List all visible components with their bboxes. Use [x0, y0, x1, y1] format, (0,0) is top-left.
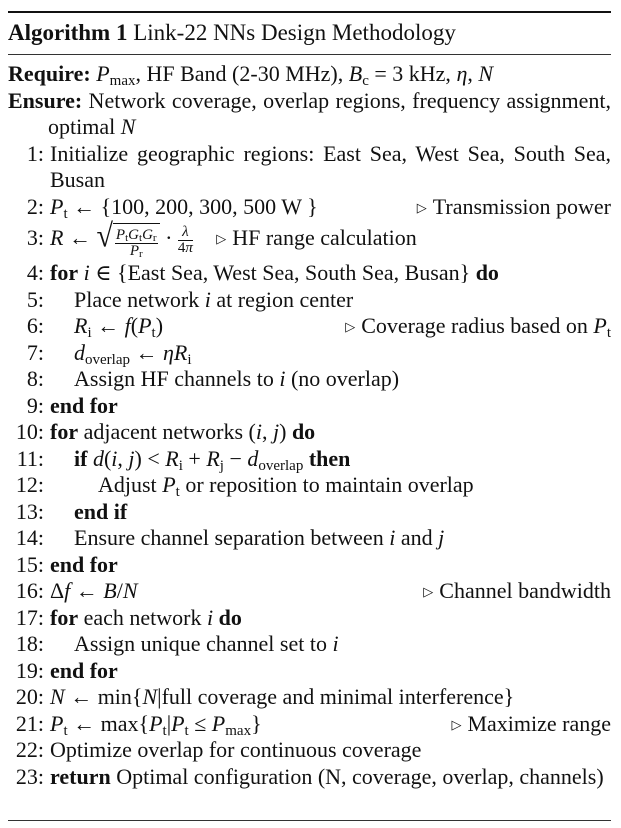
line-number: 15: [15, 551, 44, 577]
subscript: t [151, 325, 156, 341]
algorithm-line [8, 141, 611, 194]
text: + [182, 445, 207, 471]
algorithm-line [8, 313, 611, 340]
radicand [113, 223, 160, 260]
text: ← max{ [67, 710, 150, 736]
math-symbol: P [50, 710, 64, 736]
subscript: max [225, 722, 252, 739]
algorithm-line [8, 684, 611, 711]
keyword: do [291, 419, 316, 444]
line-number: 9: [26, 392, 44, 418]
text: Ensure channel separation between [74, 525, 390, 550]
subscript: overlap [258, 457, 304, 474]
line-content [50, 711, 611, 738]
math-symbol: N [478, 61, 494, 86]
math-symbol: i [255, 419, 262, 444]
line-number: 12: [15, 472, 44, 497]
numerator [178, 225, 193, 241]
algorithm-line [8, 287, 611, 314]
algorithm-line [8, 194, 611, 221]
math-symbol: f [124, 313, 131, 338]
algorithm-line [8, 737, 611, 764]
math-symbol: i [111, 445, 118, 471]
text: ∈ {East Sea, West Sea, South Sea, Busan} [89, 260, 476, 285]
algorithm-line [8, 446, 611, 473]
algorithm-line [8, 61, 611, 88]
math-symbol: P [149, 710, 163, 736]
text: ( [103, 445, 112, 471]
line-number: 22: [15, 737, 44, 762]
math-symbol: f [64, 578, 71, 603]
math-symbol: P [50, 193, 64, 219]
text: Optimize overlap for continuous coverage [50, 737, 422, 762]
text: ← min{ [64, 684, 143, 709]
text: ← [129, 339, 163, 365]
comment-triangle-icon: ▷ [423, 584, 434, 599]
subscript: t [125, 232, 129, 245]
text: ← [91, 313, 125, 338]
line-content [50, 446, 611, 473]
text: HF range calculation [232, 225, 417, 250]
math-symbol: d [74, 339, 85, 365]
square-root [96, 220, 159, 260]
text: ← [70, 578, 104, 603]
math-symbol: P [115, 227, 126, 244]
fraction [178, 225, 193, 256]
line-content [50, 220, 611, 260]
text: and [395, 525, 439, 550]
math-symbol: R [165, 445, 179, 471]
algorithm-line [8, 499, 611, 526]
line-content [50, 525, 611, 552]
keyword: end if [74, 498, 128, 524]
subscript: t [184, 722, 189, 739]
algorithm-line [8, 260, 611, 287]
keyword: for [50, 260, 79, 285]
keyword: end for [50, 657, 118, 683]
math-symbol: R [74, 313, 88, 338]
line-number: 4: [26, 260, 44, 285]
algorithm-line [8, 366, 611, 393]
text: − [223, 445, 248, 471]
subscript: i [87, 325, 92, 341]
keyword: do [218, 604, 242, 630]
line-content [50, 605, 611, 632]
line-comment [423, 578, 611, 608]
line-content [50, 658, 611, 685]
line-number: 1: [26, 140, 44, 166]
math-symbol: i [389, 525, 396, 550]
keyword: then [308, 445, 351, 471]
math-symbol: i [279, 366, 286, 391]
subscript: max [109, 73, 136, 89]
algorithm-line [8, 525, 611, 552]
text: 4 [177, 239, 186, 256]
line-content [50, 472, 611, 499]
comment-triangle-icon: ▷ [451, 716, 462, 732]
text: Initialize geographic regions: East Sea, West Sea, South Sea, Busan [50, 140, 611, 192]
line-content [50, 552, 611, 579]
subscript: t [63, 205, 68, 222]
line-number: 10: [15, 419, 44, 444]
algorithm-line [8, 340, 611, 367]
math-symbol: P [593, 313, 607, 338]
keyword: if [74, 445, 88, 471]
math-symbol: i [332, 631, 339, 656]
math-symbol: P [162, 472, 176, 497]
keyword: for [50, 419, 79, 444]
denominator [178, 241, 193, 256]
text: | [166, 710, 172, 736]
math-symbol: R [50, 225, 64, 251]
math-symbol: P [96, 61, 110, 86]
math-symbol: G [142, 227, 153, 244]
math-symbol: B [103, 578, 117, 603]
line-content [50, 287, 611, 314]
numerator [115, 228, 158, 244]
text: = 3 kHz, [368, 61, 457, 86]
line-number: 7: [26, 339, 44, 365]
line-content [8, 61, 611, 88]
line-number: 19: [15, 657, 44, 683]
algorithm-line [8, 764, 611, 791]
line-content [50, 393, 611, 420]
math-symbol: λ [182, 223, 189, 240]
line-comment [216, 220, 417, 259]
math-symbol: ηR [162, 339, 188, 365]
text: at region center [210, 286, 354, 312]
text: Coverage radius based on [361, 313, 594, 338]
math-symbol: P [171, 710, 185, 736]
line-content [8, 88, 611, 141]
line-content [50, 684, 611, 711]
text: Place network [74, 286, 205, 312]
text: } [251, 710, 262, 736]
line-number: 17: [15, 604, 44, 630]
algorithm-line [8, 711, 611, 738]
line-number: 18: [15, 631, 44, 656]
algorithm-title [8, 13, 611, 54]
keyword: Ensure: [8, 87, 83, 113]
text: ← [63, 225, 97, 251]
math-symbol: P [129, 243, 139, 260]
text: · [159, 225, 178, 251]
text: ( [130, 313, 139, 338]
line-content [50, 313, 611, 340]
subscript: c [362, 73, 369, 89]
subscript: t [139, 232, 143, 245]
subscript: r [139, 248, 143, 261]
algorithm-label: Algorithm 1 [8, 20, 128, 45]
line-content [50, 499, 611, 526]
text: each network [78, 604, 207, 630]
line-number: 5: [26, 286, 44, 312]
text: (no overlap) [285, 366, 400, 391]
line-content [50, 419, 611, 446]
text: / [116, 578, 123, 603]
algorithm-line [8, 472, 611, 499]
text: Optimal configuration (N, coverage, overlap, channels) [110, 763, 604, 789]
subscript: overlap [85, 351, 130, 368]
comment-triangle-icon: ▷ [345, 319, 356, 334]
text: ) [155, 313, 164, 338]
text: , HF Band (2-30 MHz), [135, 61, 349, 86]
math-symbol: d [247, 445, 259, 471]
line-content [50, 578, 611, 605]
line-number: 21: [15, 710, 44, 736]
line-comment [451, 711, 611, 741]
math-symbol: P [211, 710, 226, 736]
subscript: i [178, 457, 183, 474]
math-symbol: R [206, 445, 220, 471]
text: adjacent networks ( [78, 419, 256, 444]
line-number: 20: [15, 684, 44, 709]
math-symbol: j [438, 525, 445, 550]
text: |full coverage and minimal interference} [157, 684, 515, 709]
line-number: 16: [15, 578, 44, 603]
radical-sign: √ [96, 218, 113, 255]
line-content [50, 737, 611, 764]
algorithm-body [8, 55, 611, 790]
keyword: end for [50, 551, 118, 577]
line-content [50, 260, 611, 287]
algorithm-line [8, 578, 611, 605]
line-content [50, 340, 611, 367]
line-number: 3: [26, 225, 44, 250]
text: ≤ [188, 710, 212, 736]
math-symbol: d [92, 445, 104, 471]
math-symbol: P [138, 313, 152, 338]
line-comment [417, 194, 611, 224]
line-number: 8: [26, 366, 44, 391]
math-symbol: N [122, 578, 138, 603]
comment-triangle-icon: ▷ [416, 199, 427, 215]
line-number: 11: [16, 445, 44, 471]
line-number: 23: [15, 763, 44, 789]
algorithm-line [8, 419, 611, 446]
keyword: do [475, 260, 499, 285]
line-number: 14: [15, 525, 44, 550]
text: ← {100, 200, 300, 500 W } [67, 193, 318, 219]
math-symbol: B [348, 61, 363, 86]
algorithm-line [8, 552, 611, 579]
text: Network coverage, overlap regions, frequency assignment, optimal [48, 87, 611, 139]
text: Adjust [98, 472, 163, 497]
algorithm-line [8, 88, 611, 141]
math-symbol: π [185, 239, 193, 256]
denominator [115, 244, 158, 259]
bottom-rule [8, 820, 611, 821]
text: or reposition to maintain overlap [179, 472, 474, 497]
text: , [467, 61, 479, 86]
line-content [50, 141, 611, 194]
subscript: t [175, 484, 180, 500]
text: , [117, 445, 129, 471]
keyword: for [50, 604, 79, 630]
math-symbol: i [204, 286, 211, 312]
line-number: 2: [26, 193, 44, 219]
line-content [50, 194, 611, 221]
subscript: i [187, 351, 192, 368]
math-symbol: N [50, 684, 65, 709]
algorithm-box [8, 11, 611, 790]
line-comment [345, 313, 611, 343]
text: Channel bandwidth [439, 578, 611, 603]
text: ) < [134, 445, 166, 471]
algorithm-name: Link-22 NNs Design Methodology [133, 20, 456, 45]
algorithm-line [8, 605, 611, 632]
math-symbol: G [128, 227, 139, 244]
math-symbol: η [456, 61, 468, 86]
keyword: return [50, 763, 111, 789]
math-symbol: N [120, 114, 136, 139]
line-number: 13: [15, 498, 44, 524]
text: Δ [50, 578, 65, 603]
subscript: t [606, 325, 611, 341]
text: Assign unique channel set to [74, 631, 333, 656]
keyword: end for [50, 392, 118, 418]
subscript: r [152, 232, 157, 245]
text: ) [279, 419, 292, 444]
algorithm-line [8, 658, 611, 685]
algorithm-line [8, 393, 611, 420]
math-symbol: j [128, 445, 135, 471]
subscript: t [162, 722, 167, 739]
comment-triangle-icon: ▷ [216, 231, 227, 246]
math-symbol: N [142, 684, 158, 709]
math-symbol: j [272, 419, 280, 444]
algorithm-line [8, 220, 611, 260]
text: Maximize range [467, 710, 611, 736]
algorithm-line [8, 631, 611, 658]
fraction [115, 228, 158, 259]
line-number: 6: [26, 313, 44, 338]
math-symbol: i [83, 260, 90, 285]
math-symbol: i [206, 604, 214, 630]
text: Assign HF channels to [74, 366, 280, 391]
keyword: Require: [8, 61, 91, 86]
line-content [50, 366, 611, 393]
subscript: t [63, 722, 68, 739]
text: Transmission power [432, 193, 611, 219]
line-content [50, 631, 611, 658]
subscript: j [219, 457, 224, 474]
line-content [50, 764, 611, 791]
text: , [261, 419, 273, 444]
